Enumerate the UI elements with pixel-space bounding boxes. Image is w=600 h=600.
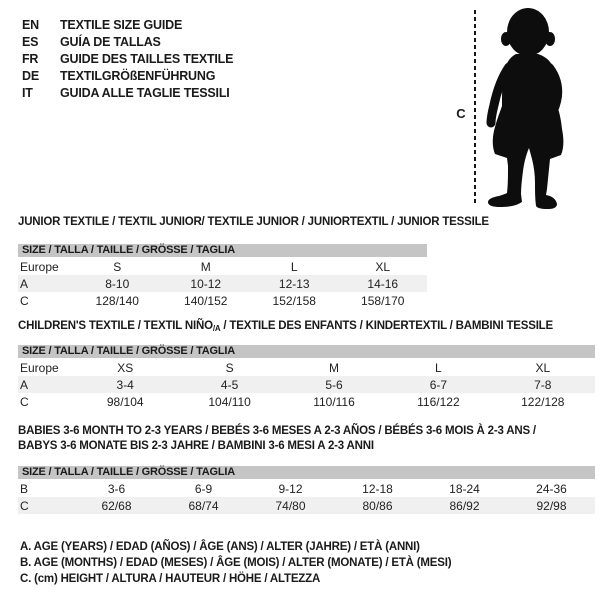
cell: 86/92 — [449, 498, 480, 513]
lang-row-fr — [22, 50, 233, 67]
cell: S — [225, 360, 234, 375]
cell: 80/86 — [362, 498, 393, 513]
cell: 140/152 — [184, 293, 228, 308]
footnote-c: C. (cm) HEIGHT / ALTURA / HAUTEUR / HÖHE / ALTEZZA — [20, 573, 321, 586]
cell: 8-10 — [105, 276, 130, 291]
height-measure-line — [474, 10, 476, 204]
height-measure-label: C — [456, 106, 466, 121]
lang-label: GUÍA DE TALLAS — [60, 34, 161, 49]
cell: XS — [117, 360, 134, 375]
size-header-bar: SIZE / TALLA / TAILLE / GRÖSSE / TAGLIA — [18, 244, 427, 257]
junior-size-table — [18, 244, 427, 309]
lang-row-es — [22, 33, 233, 50]
babies-size-table — [18, 466, 595, 514]
lang-label: GUIDA ALLE TAGLIE TESSILI — [60, 85, 230, 100]
cell: 92/98 — [536, 498, 567, 513]
lang-code: EN — [22, 17, 39, 32]
cell: 116/122 — [417, 394, 460, 409]
lang-label: TEXTILE SIZE GUIDE — [60, 17, 183, 32]
lang-row-it — [22, 84, 233, 101]
lang-code: DE — [22, 68, 39, 83]
cell: 110/116 — [313, 394, 355, 409]
cell: 5-6 — [325, 377, 343, 392]
cell: 10-12 — [190, 276, 222, 291]
cell: 4-5 — [220, 377, 239, 392]
language-header — [22, 16, 233, 101]
cell: XL — [535, 360, 551, 375]
title-subscript: /A — [212, 324, 221, 333]
cell: L — [435, 360, 442, 375]
row-label: A — [20, 276, 29, 291]
cell: L — [290, 259, 298, 274]
cell: 12-18 — [362, 481, 393, 496]
cell: 152/158 — [272, 293, 316, 308]
babies-section-title — [18, 424, 536, 454]
cell: 128/140 — [95, 293, 139, 308]
lang-code: FR — [22, 51, 39, 66]
cell: S — [113, 259, 122, 274]
table-row — [18, 376, 595, 393]
row-label: A — [20, 377, 29, 392]
title-text: / TEXTILE DES ENFANTS / KINDERTEXTIL / BAMBINI TESSILE — [220, 320, 553, 332]
cell: 18-24 — [449, 481, 480, 496]
lang-code: IT — [22, 85, 33, 100]
cell: M — [328, 360, 339, 375]
row-label: C — [20, 293, 29, 308]
lang-code: ES — [22, 34, 39, 49]
cell: 6-7 — [429, 377, 448, 392]
table-row — [18, 258, 427, 275]
cell: 68/74 — [188, 498, 219, 513]
children-section-title — [18, 319, 553, 334]
table-row — [18, 393, 595, 410]
babies-title-line2: BABYS 3-6 MONATE BIS 2-3 JAHRE / BAMBINI 3-6 MESI A 2-3 ANNI — [18, 440, 374, 452]
title-text: CHILDREN'S TEXTILE / TEXTIL NIÑO — [18, 320, 213, 332]
children-size-table — [18, 345, 595, 410]
row-label: Europe — [20, 259, 59, 274]
toddler-silhouette-icon — [483, 5, 575, 217]
cell: 7-8 — [534, 377, 552, 392]
cell: 6-9 — [194, 481, 213, 496]
babies-title-line1: BABIES 3-6 MONTH TO 2-3 YEARS / BEBÉS 3-6 MESES A 2-3 AÑOS / BÉBÉS 3-6 MOIS À 2-3 ANS / — [18, 425, 536, 437]
cell: 62/68 — [101, 498, 132, 513]
lang-row-en — [22, 16, 233, 33]
cell: M — [200, 259, 211, 274]
table-row — [18, 480, 595, 497]
table-row — [18, 292, 427, 309]
table-row — [18, 275, 427, 292]
table-row — [18, 497, 595, 514]
cell: 24-36 — [536, 481, 567, 496]
row-label: C — [20, 394, 29, 409]
footnotes — [20, 539, 451, 588]
cell: XL — [375, 259, 391, 274]
lang-row-de — [22, 67, 233, 84]
size-header-bar: SIZE / TALLA / TAILLE / GRÖSSE / TAGLIA — [18, 345, 595, 358]
cell: 3-6 — [107, 481, 126, 496]
cell: 104/110 — [208, 394, 251, 409]
cell: 74/80 — [275, 498, 306, 513]
cell: 98/104 — [106, 394, 144, 409]
lang-label: TEXTILGRÖßENFÜHRUNG — [60, 68, 216, 83]
footnote-a: A. AGE (YEARS) / EDAD (AÑOS) / ÂGE (ANS) / ALTER (JAHRE) / ETÀ (ANNI) — [20, 541, 420, 553]
cell: 158/170 — [361, 293, 405, 308]
cell: 3-4 — [116, 377, 134, 392]
table-row — [18, 359, 595, 376]
row-label: Europe — [20, 360, 59, 375]
junior-section-title: JUNIOR TEXTILE / TEXTIL JUNIOR/ TEXTILE JUNIOR / JUNIORTEXTIL / JUNIOR TESSILE — [18, 216, 489, 228]
cell: 14-16 — [367, 276, 399, 291]
cell: 122/128 — [521, 394, 565, 409]
footnote-b: B. AGE (MONTHS) / EDAD (MESES) / ÂGE (MOIS) / ALTER (MONATE) / ETÀ (MESI) — [20, 557, 452, 570]
cell: 9-12 — [278, 481, 303, 496]
cell: 12-13 — [278, 276, 310, 291]
row-label: C — [20, 498, 29, 513]
row-label: B — [20, 481, 29, 496]
lang-label: GUIDE DES TAILLES TEXTILE — [60, 51, 234, 66]
size-header-bar: SIZE / TALLA / TAILLE / GRÖSSE / TAGLIA — [18, 466, 595, 479]
